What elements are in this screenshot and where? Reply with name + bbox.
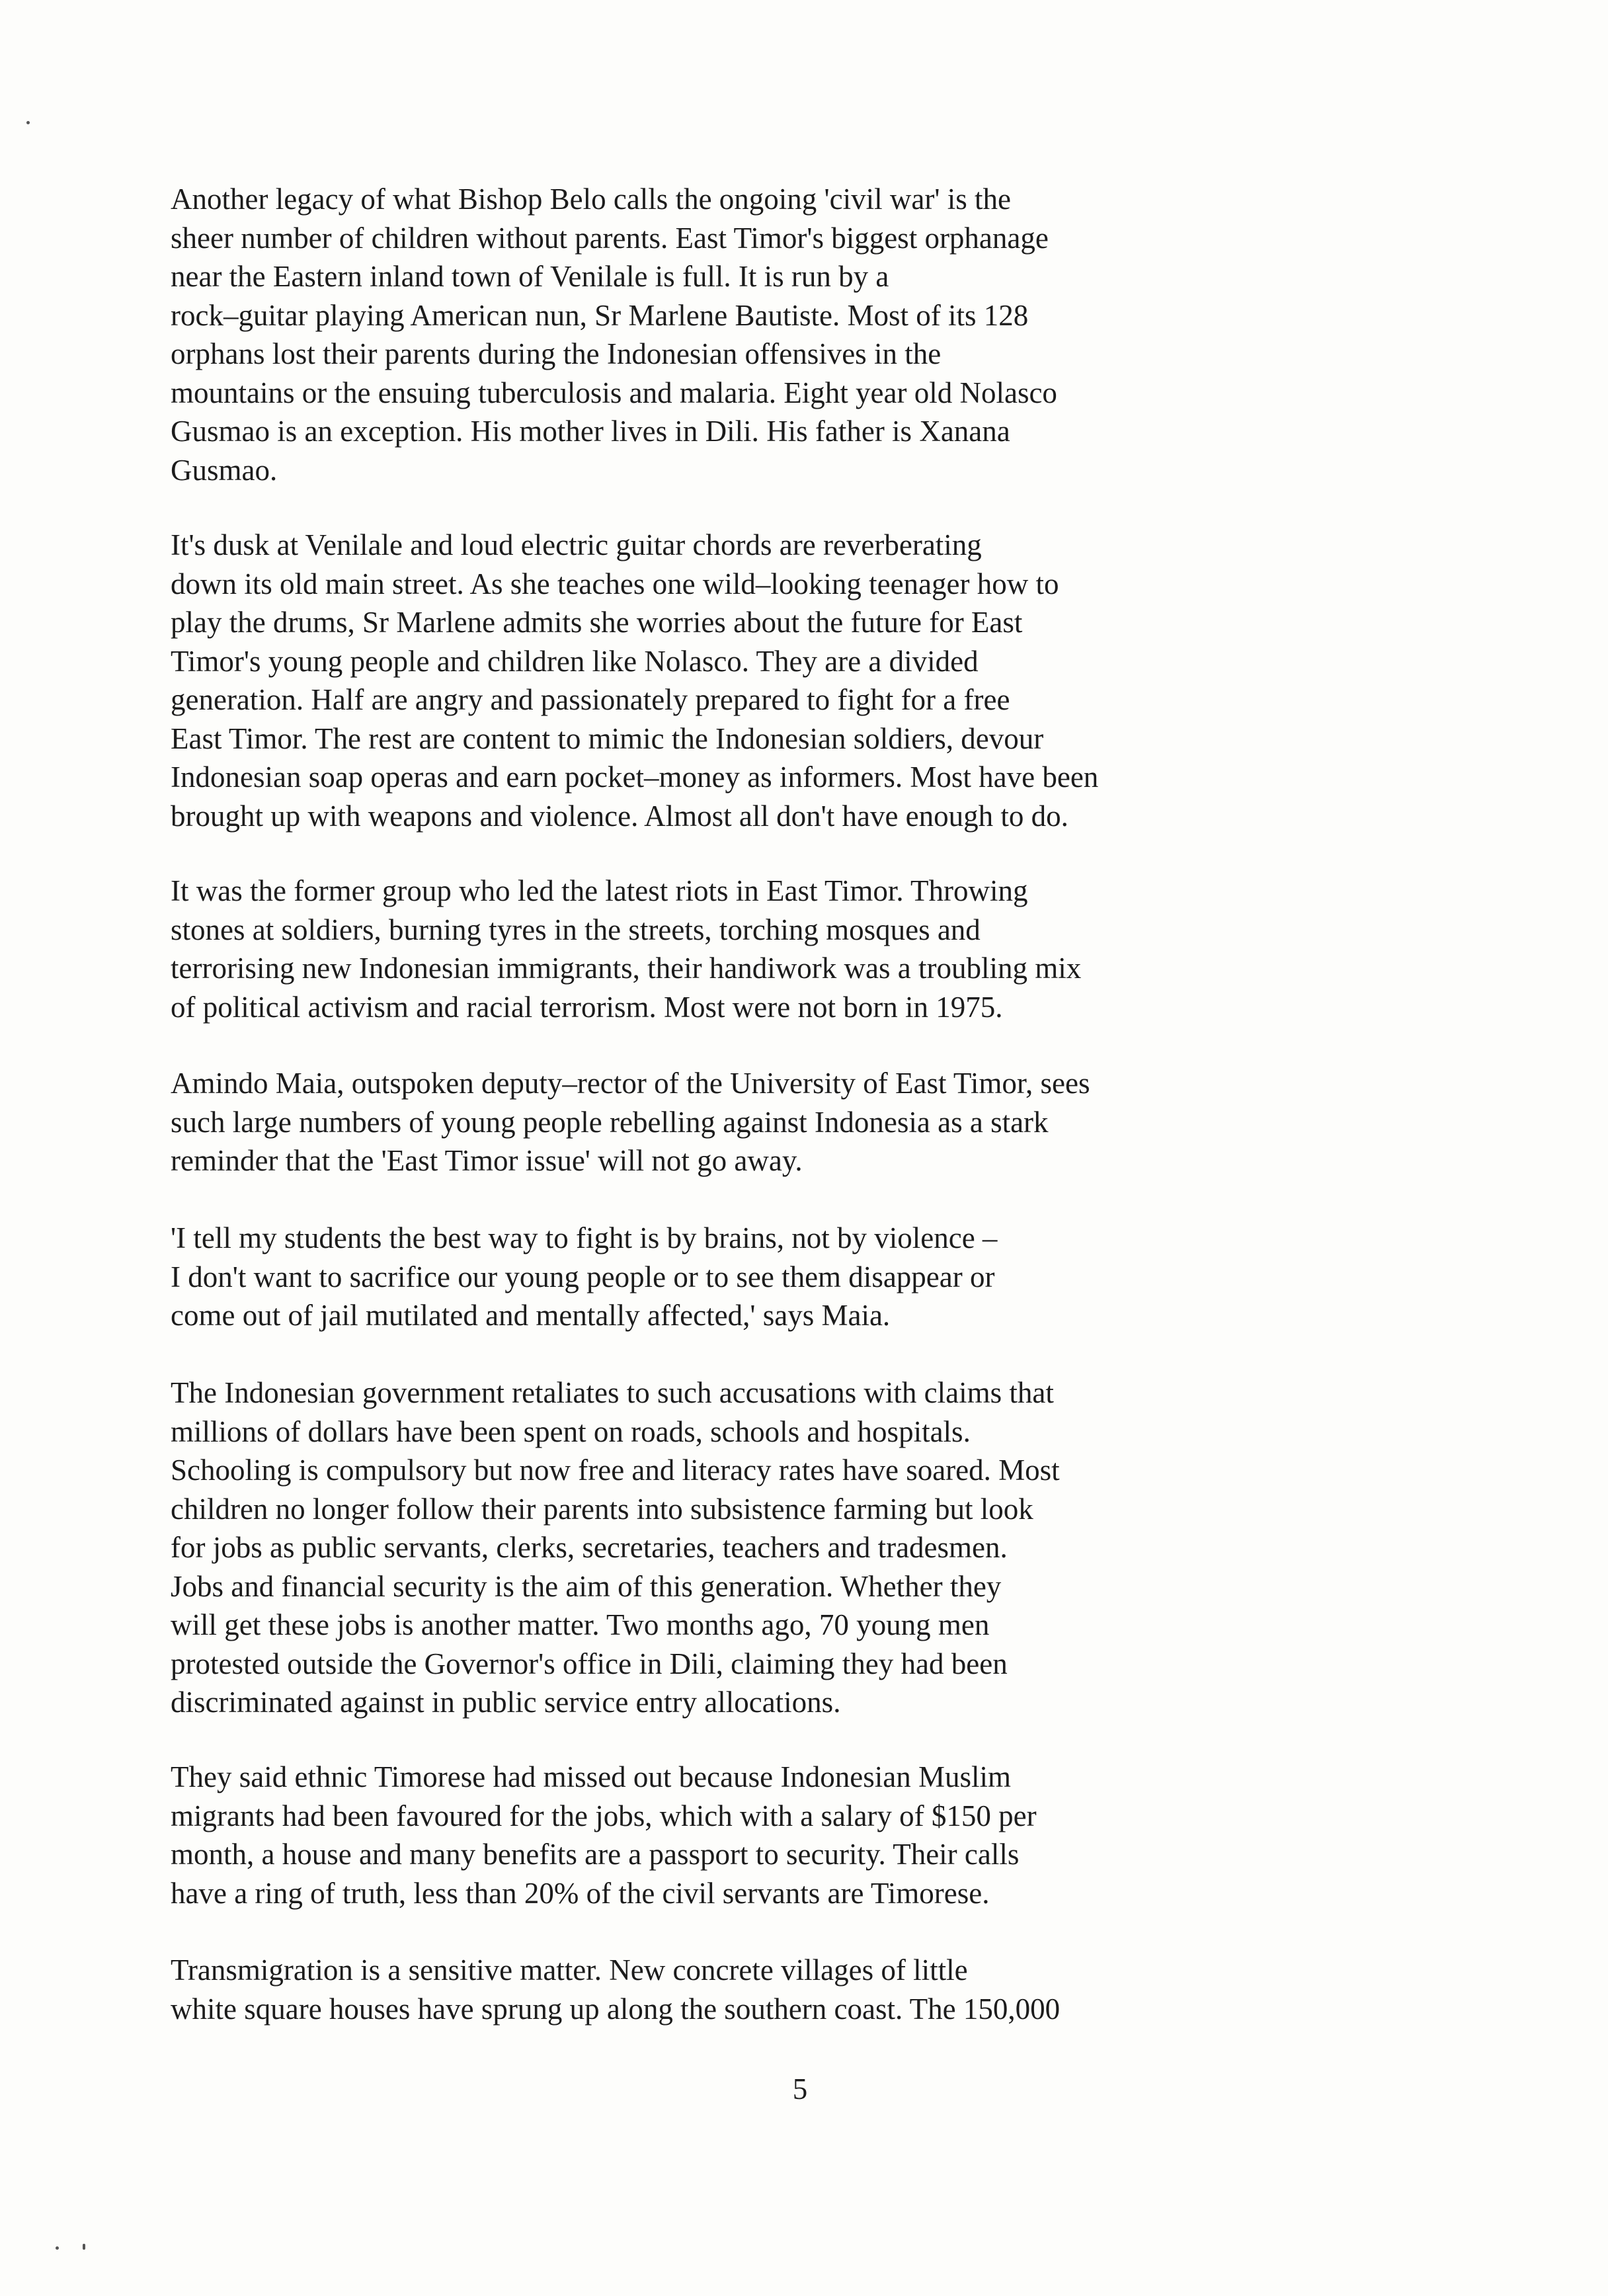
paragraph-amindo-maia [171,1064,1308,1180]
text-line: millions of dollars have been spent on roads, schools and hospitals. [171,1414,971,1448]
text-line: Jobs and financial security is the aim of this generation. Whether they [171,1569,1002,1603]
text-line: near the Eastern inland town of Venilale is full. It is run by a [171,260,889,293]
paragraph-timorese-jobs [171,1758,1308,1912]
text-line: rock–guitar playing American nun, Sr Marlene Bautiste. Most of its 128 [171,298,1029,332]
text-line: children no longer follow their parents into subsistence farming but look [171,1492,1033,1526]
text-line: Transmigration is a sensitive matter. New concrete villages of little [171,1953,968,1987]
text-line: mountains or the ensuing tuberculosis and malaria. Eight year old Nolasco [171,376,1057,409]
text-line: brought up with weapons and violence. Almost all don't have enough to do. [171,799,1068,833]
text-line: of political activism and racial terrorism. Most were not born in 1975. [171,990,1003,1024]
paragraph-venilale-dusk [171,526,1308,835]
text-line: They said ethnic Timorese had missed out because Indonesian Muslim [171,1760,1012,1793]
text-line: sheer number of children without parents. East Timor's biggest orphanage [171,221,1049,255]
text-line: Schooling is compulsory but now free and literacy rates have soared. Most [171,1454,1060,1487]
text-line: reminder that the 'East Timor issue' will not go away. [171,1144,803,1177]
text-line: 'I tell my students the best way to fight is by brains, not by violence – [171,1221,998,1254]
text-line: Timor's young people and children like Nolasco. They are a divided [171,644,979,678]
text-line: terrorising new Indonesian immigrants, their handiwork was a troubling mix [171,952,1082,985]
text-line: will get these jobs is another matter. Two months ago, 70 young men [171,1608,990,1641]
text-line: such large numbers of young people rebelling against Indonesia as a stark [171,1105,1049,1139]
text-line: generation. Half are angry and passionately prepared to fight for a free [171,683,1010,716]
text-line: It was the former group who led the latest riots in East Timor. Throwing [171,874,1028,907]
text-line: East Timor. The rest are content to mimic the Indonesian soldiers, devour [171,721,1044,755]
text-line: Another legacy of what Bishop Belo calls the ongoing 'civil war' is the [171,183,1011,216]
text-line: Gusmao is an exception. His mother lives in Dili. His father is Xanana [171,415,1010,448]
text-line: protested outside the Governor's office in Dili, claiming they had been [171,1647,1008,1680]
scan-speck-top [26,121,30,124]
text-line: come out of jail mutilated and mentally affected,' says Maia. [171,1299,891,1332]
text-line: have a ring of truth, less than 20% of the civil servants are Timorese. [171,1876,990,1910]
text-line: for jobs as public servants, clerks, secretaries, teachers and tradesmen. [171,1531,1008,1564]
text-line: down its old main street. As she teaches one wild–looking teenager how to [171,567,1059,600]
text-line: I don't want to sacrifice our young people or to see them disappear or [171,1260,995,1293]
text-line: stones at soldiers, burning tyres in the streets, torching mosques and [171,913,981,946]
paragraph-transmigration [171,1951,1308,2028]
paragraph-orphans [171,180,1308,489]
paragraph-maia-quote [171,1219,1308,1335]
text-line: It's dusk at Venilale and loud electric guitar chords are reverberating [171,528,982,561]
paragraph-riots [171,872,1308,1026]
text-line: white square houses have sprung up along the southern coast. The 150,000 [171,1992,1061,2026]
text-line: orphans lost their parents during the Indonesian offensives in the [171,337,942,370]
paragraph-government-response [171,1374,1308,1722]
text-line: migrants had been favoured for the jobs, which with a salary of $150 per [171,1799,1037,1832]
page-number: 5 [792,2072,808,2106]
text-line: Indonesian soap operas and earn pocket–money as informers. Most have been [171,760,1099,794]
text-line: Gusmao. [171,453,278,487]
text-line: Amindo Maia, outspoken deputy–rector of the University of East Timor, sees [171,1067,1090,1100]
scan-speck-bottom-left-2 [83,2244,85,2250]
text-line: month, a house and many benefits are a passport to security. Their calls [171,1838,1020,1871]
text-line: play the drums, Sr Marlene admits she worries about the future for East [171,606,1023,639]
text-line: The Indonesian government retaliates to such accusations with claims that [171,1376,1054,1409]
scan-speck-bottom-left [56,2246,59,2250]
text-line: discriminated against in public service entry allocations. [171,1686,841,1719]
